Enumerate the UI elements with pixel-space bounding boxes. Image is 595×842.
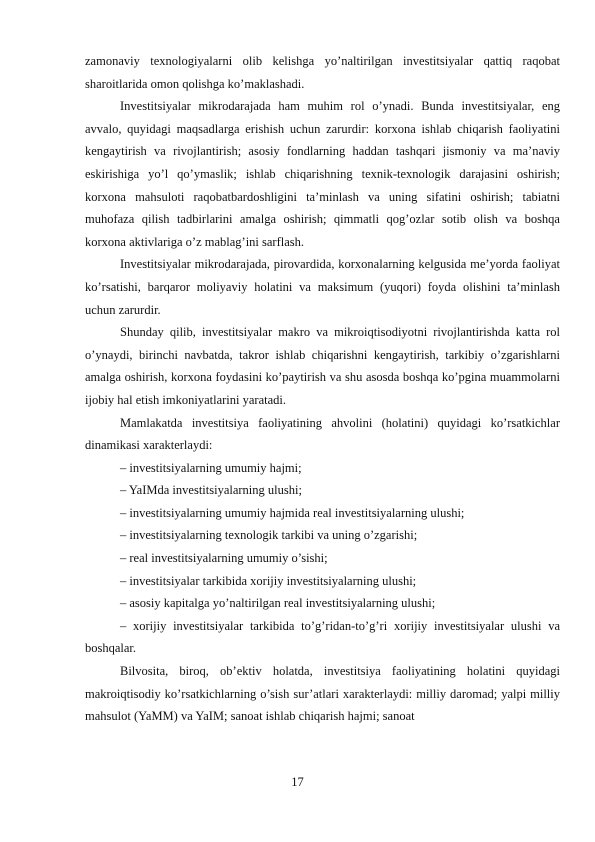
list-item: – investitsiyalarning umumiy hajmi; <box>120 460 302 475</box>
paragraph-4: Shunday qilib, investitsiyalar makro va mikroiqtisodiyotni rivojlantirishda katta rol o’ynaydi, birinchi navbatda, takror ishlab chiqarishni kengaytirish, tarkibiy o’zgarishlarni amalga oshirish, korxona foydasini ko’paytirish va shu asosda boshqa ko’pgina muammolarni ijobiy hal etish imkoniyatlarini yaratadi. <box>85 325 560 407</box>
paragraph-1: zamonaviy texnologiyalarni olib kelishga yo’naltirilgan investitsiyalar qattiq raqobat sharoitlarida omon qolishga ko’maklashadi. <box>85 54 560 91</box>
page-number: 17 <box>291 775 304 789</box>
indicator-list <box>85 457 560 660</box>
list-item: – investitsiyalarning texnologik tarkibi va uning o’zgarishi; <box>120 528 418 543</box>
list-item: – asosiy kapitalga yo’naltirilgan real investitsiyalarning ulushi; <box>120 596 436 611</box>
list-item: – investitsiyalarning umumiy hajmida real investitsiyalarning ulushi; <box>120 505 465 520</box>
closing-paragraph: Bilvosita, biroq, ob’ektiv holatda, investitsiya faoliyatining holatini quyidagi makroiqtisodiy ko’rsatkichlarning o’sish sur’atlari xarakterlaydi: milliy daromad; yalpi milliy mahsulot (YaMM) va YaIM; sanoat ishlab chiqarish hajmi; sanoat <box>85 664 560 724</box>
list-item: – investitsiyalar tarkibida xorijiy investitsiyalarning ulushi; <box>120 573 417 588</box>
list-item: – YaIMda investitsiyalarning ulushi; <box>120 483 302 498</box>
list-item: – xorijiy investitsiyalar tarkibida to’g’ridan-to’g’ri xorijiy investitsiyalar ulushi va boshqalar. <box>85 618 560 656</box>
paragraph-5: Mamlakatda investitsiya faoliyatining ahvolini (holatini) quyidagi ko’rsatkichlar dinamikasi xarakterlaydi: <box>85 415 560 453</box>
paragraph-2: Investitsiyalar mikrodarajada ham muhim rol o’ynadi. Bunda investitsiyalar, eng avvalo, quyidagi maqsadlarga erishish uchun zarurdir: korxona ishlab chiqarish faoliyatini kengaytirish va rivojlantirish; asosiy fondlarning haddan tashqari jismoniy va ma’naviy eskirishiga yo’l qo’ymaslik; ishlab chiqarishning texnik-texnologik darajasini oshirish; korxona mahsuloti raqobatbardoshligini ta’minlash va uning sifatini oshirish; tabiatni muhofaza qilish tadbirlarini amalga oshirish; qimmatli qog’ozlar sotib olish va boshqa korxona aktivlariga o’z mablag’ini sarflash. <box>85 99 560 249</box>
paragraph-3: Investitsiyalar mikrodarajada, pirovardida, korxonalarning kelgusida me’yorda faoliyat ko’rsatishi, barqaror moliyaviy holatini va maksimum (yuqori) foyda olishini ta’minlash uchun zarurdir. <box>85 257 560 317</box>
list-item: – real investitsiyalarning umumiy o’sishi; <box>120 551 328 566</box>
document-body <box>85 50 560 728</box>
